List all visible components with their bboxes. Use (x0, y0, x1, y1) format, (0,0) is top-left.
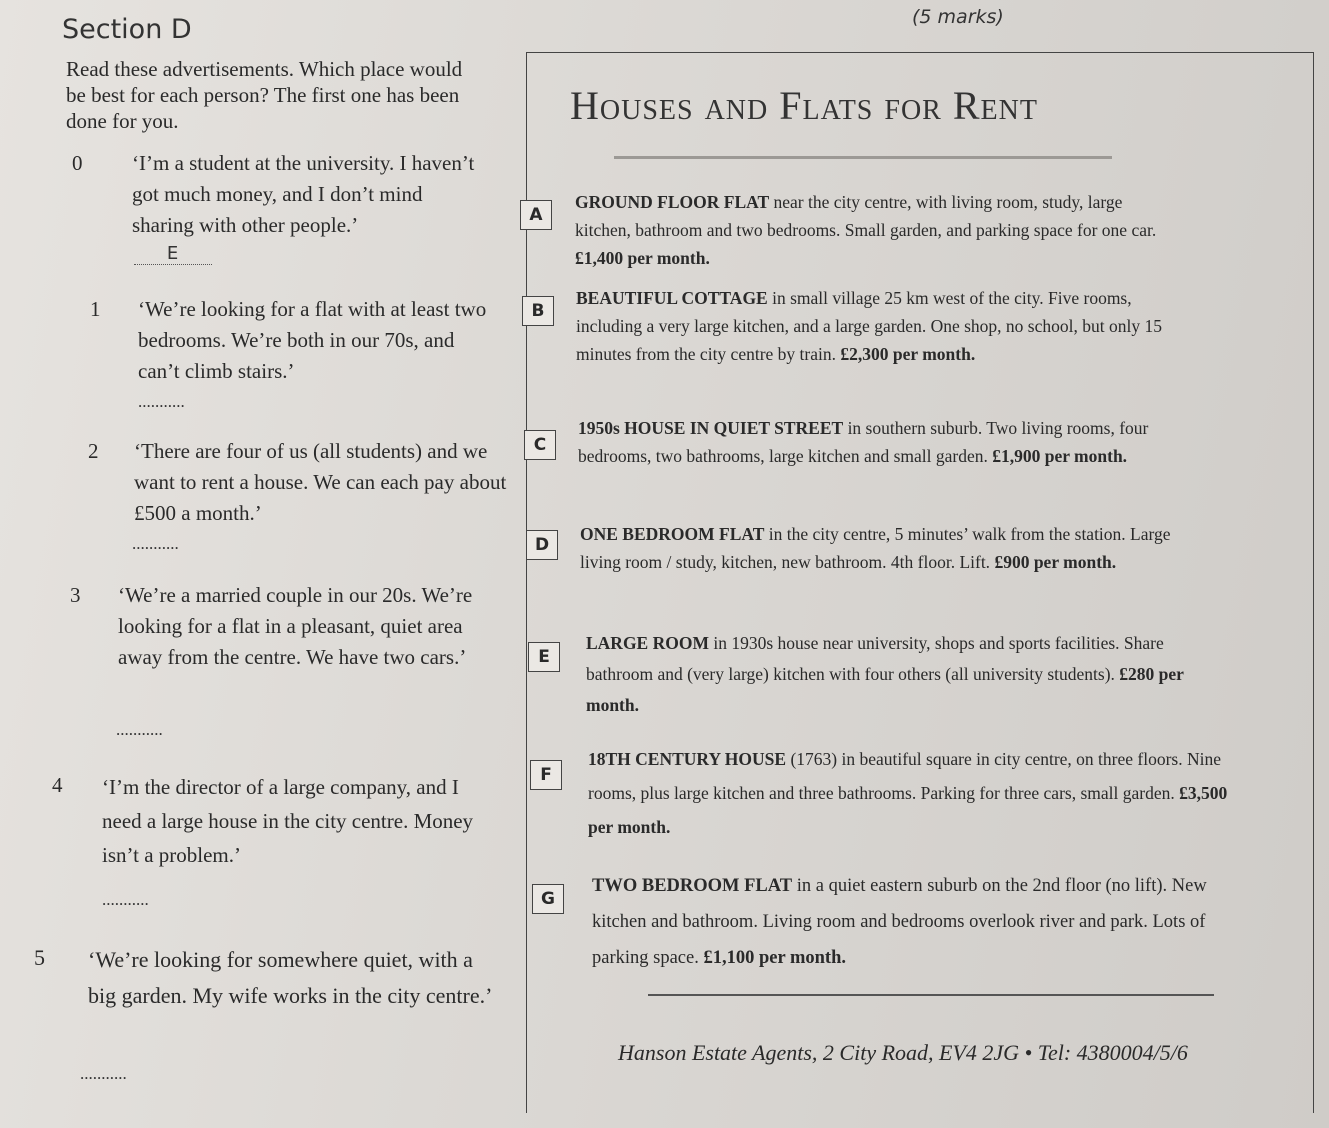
ad-c (578, 414, 1188, 470)
heading-divider (614, 156, 1112, 159)
ad-headline: TWO BEDROOM FLAT (592, 876, 793, 896)
ad-price: £1,400 per month. (575, 248, 710, 268)
answer-value: E (134, 244, 212, 265)
agency-footer: Hanson Estate Agents, 2 City Road, EV4 2JG • Tel: 4380004/5/6 (618, 1040, 1188, 1065)
ad-letter-e: E (528, 642, 560, 672)
ad-price: £900 per month. (994, 552, 1117, 572)
section-title: Section D (62, 14, 192, 45)
ad-d (580, 520, 1200, 576)
ad-price: £2,300 per month. (840, 344, 976, 364)
ad-body: in southern suburb. Two living rooms, four bedrooms, two bathrooms, large kitchen and small garden. (578, 418, 1149, 466)
question-text: ‘I’m the director of a large company, and I need a large house in the city centre. Money isn’t a problem.’ (102, 775, 474, 867)
answer-4[interactable] (102, 890, 149, 910)
ad-letter-f: F (530, 760, 562, 790)
ad-body: (1763) in beautiful square in city centre, on three floors. Nine rooms, plus large kitchen and three bathrooms. Parking for three cars, small garden. (588, 749, 1222, 803)
ad-headline: 18TH CENTURY HOUSE (588, 749, 787, 769)
ad-headline: LARGE ROOM (586, 633, 709, 653)
question-number: 3 (70, 583, 81, 607)
question-3 (70, 580, 490, 673)
answer-3[interactable] (116, 720, 163, 740)
ad-e (586, 628, 1198, 721)
ad-price: £1,100 per month. (703, 948, 847, 968)
marks-label: (5 marks) (912, 6, 1004, 28)
question-number: 0 (72, 151, 83, 175)
question-number: 4 (52, 773, 63, 797)
question-text: ‘There are four of us (all students) and we want to rent a house. We can each pay about £500 a month.’ (134, 439, 507, 525)
ad-headline: ONE BEDROOM FLAT (580, 524, 765, 544)
ad-headline: GROUND FLOOR FLAT (575, 192, 770, 212)
answer-5[interactable] (80, 1064, 127, 1084)
question-text: ‘We’re looking for somewhere quiet, with a big garden. My wife works in the city centre.’ (88, 947, 493, 1008)
ad-body: in a quiet eastern suburb on the 2nd floor (no lift). New kitchen and bathroom. Living room and bedrooms overlook river and park. Lots of parking space. (592, 876, 1207, 968)
instructions: Read these advertisements. Which place would be best for each person? The first one has been done for you. (66, 57, 463, 133)
ad-price: £3,500 per month. (588, 783, 1228, 837)
ad-g (592, 868, 1262, 976)
ad-letter-c: C (524, 430, 556, 460)
ad-headline: 1950s HOUSE IN QUIET STREET (578, 418, 844, 438)
answer-blank[interactable]: ........... (102, 890, 149, 909)
question-text: ‘I’m a student at the university. I haven’t got much money, and I don’t mind sharing with other people.’ (132, 151, 475, 237)
ad-a (575, 188, 1171, 272)
ad-letter-b: B (522, 296, 554, 326)
question-2 (88, 436, 508, 529)
answer-blank[interactable]: ........... (138, 392, 185, 411)
footer-divider (648, 994, 1214, 996)
answer-blank[interactable]: ........... (132, 534, 179, 553)
question-4 (52, 770, 482, 872)
ad-headline: BEAUTIFUL COTTAGE (576, 288, 768, 308)
answer-0 (134, 244, 212, 265)
question-number: 1 (90, 297, 101, 321)
ad-letter-a: A (520, 200, 552, 230)
ad-letter-g: G (532, 884, 564, 914)
question-text: ‘We’re a married couple in our 20s. We’re looking for a flat in a pleasant, quiet area away from the centre. We have two cars.’ (118, 583, 473, 669)
question-5 (34, 942, 494, 1014)
ad-letter-d: D (526, 530, 558, 560)
question-1 (90, 294, 500, 387)
ad-body: near the city centre, with living room, study, large kitchen, bathroom and two bedrooms. Small garden, and parking space for one car. (575, 192, 1157, 240)
question-text: ‘We’re looking for a flat with at least two bedrooms. We’re both in our 70s, and can’t climb stairs.’ (138, 297, 487, 383)
ad-body: in small village 25 km west of the city. Five rooms, including a very large kitchen, and a large garden. One shop, no school, but only 15 minutes from the city centre by train. (576, 288, 1162, 364)
ad-price: £280 per month. (586, 664, 1184, 715)
question-0 (72, 148, 482, 241)
answer-1[interactable] (138, 392, 185, 412)
ad-f (588, 742, 1248, 844)
answer-blank[interactable]: ........... (116, 720, 163, 739)
ad-body: in the city centre, 5 minutes’ walk from the station. Large living room / study, kitchen, new bathroom. 4th floor. Lift. (580, 524, 1171, 572)
answer-blank[interactable]: ........... (80, 1064, 127, 1083)
ad-b (576, 284, 1170, 368)
answer-2[interactable] (132, 534, 179, 554)
ads-heading: Houses and Flats for Rent (570, 83, 1038, 128)
question-number: 5 (34, 945, 45, 970)
ad-price: £1,900 per month. (992, 446, 1128, 466)
question-number: 2 (88, 439, 99, 463)
ad-body: in 1930s house near university, shops and sports facilities. Share bathroom and (very large) kitchen with four others (all university students). (586, 633, 1164, 684)
